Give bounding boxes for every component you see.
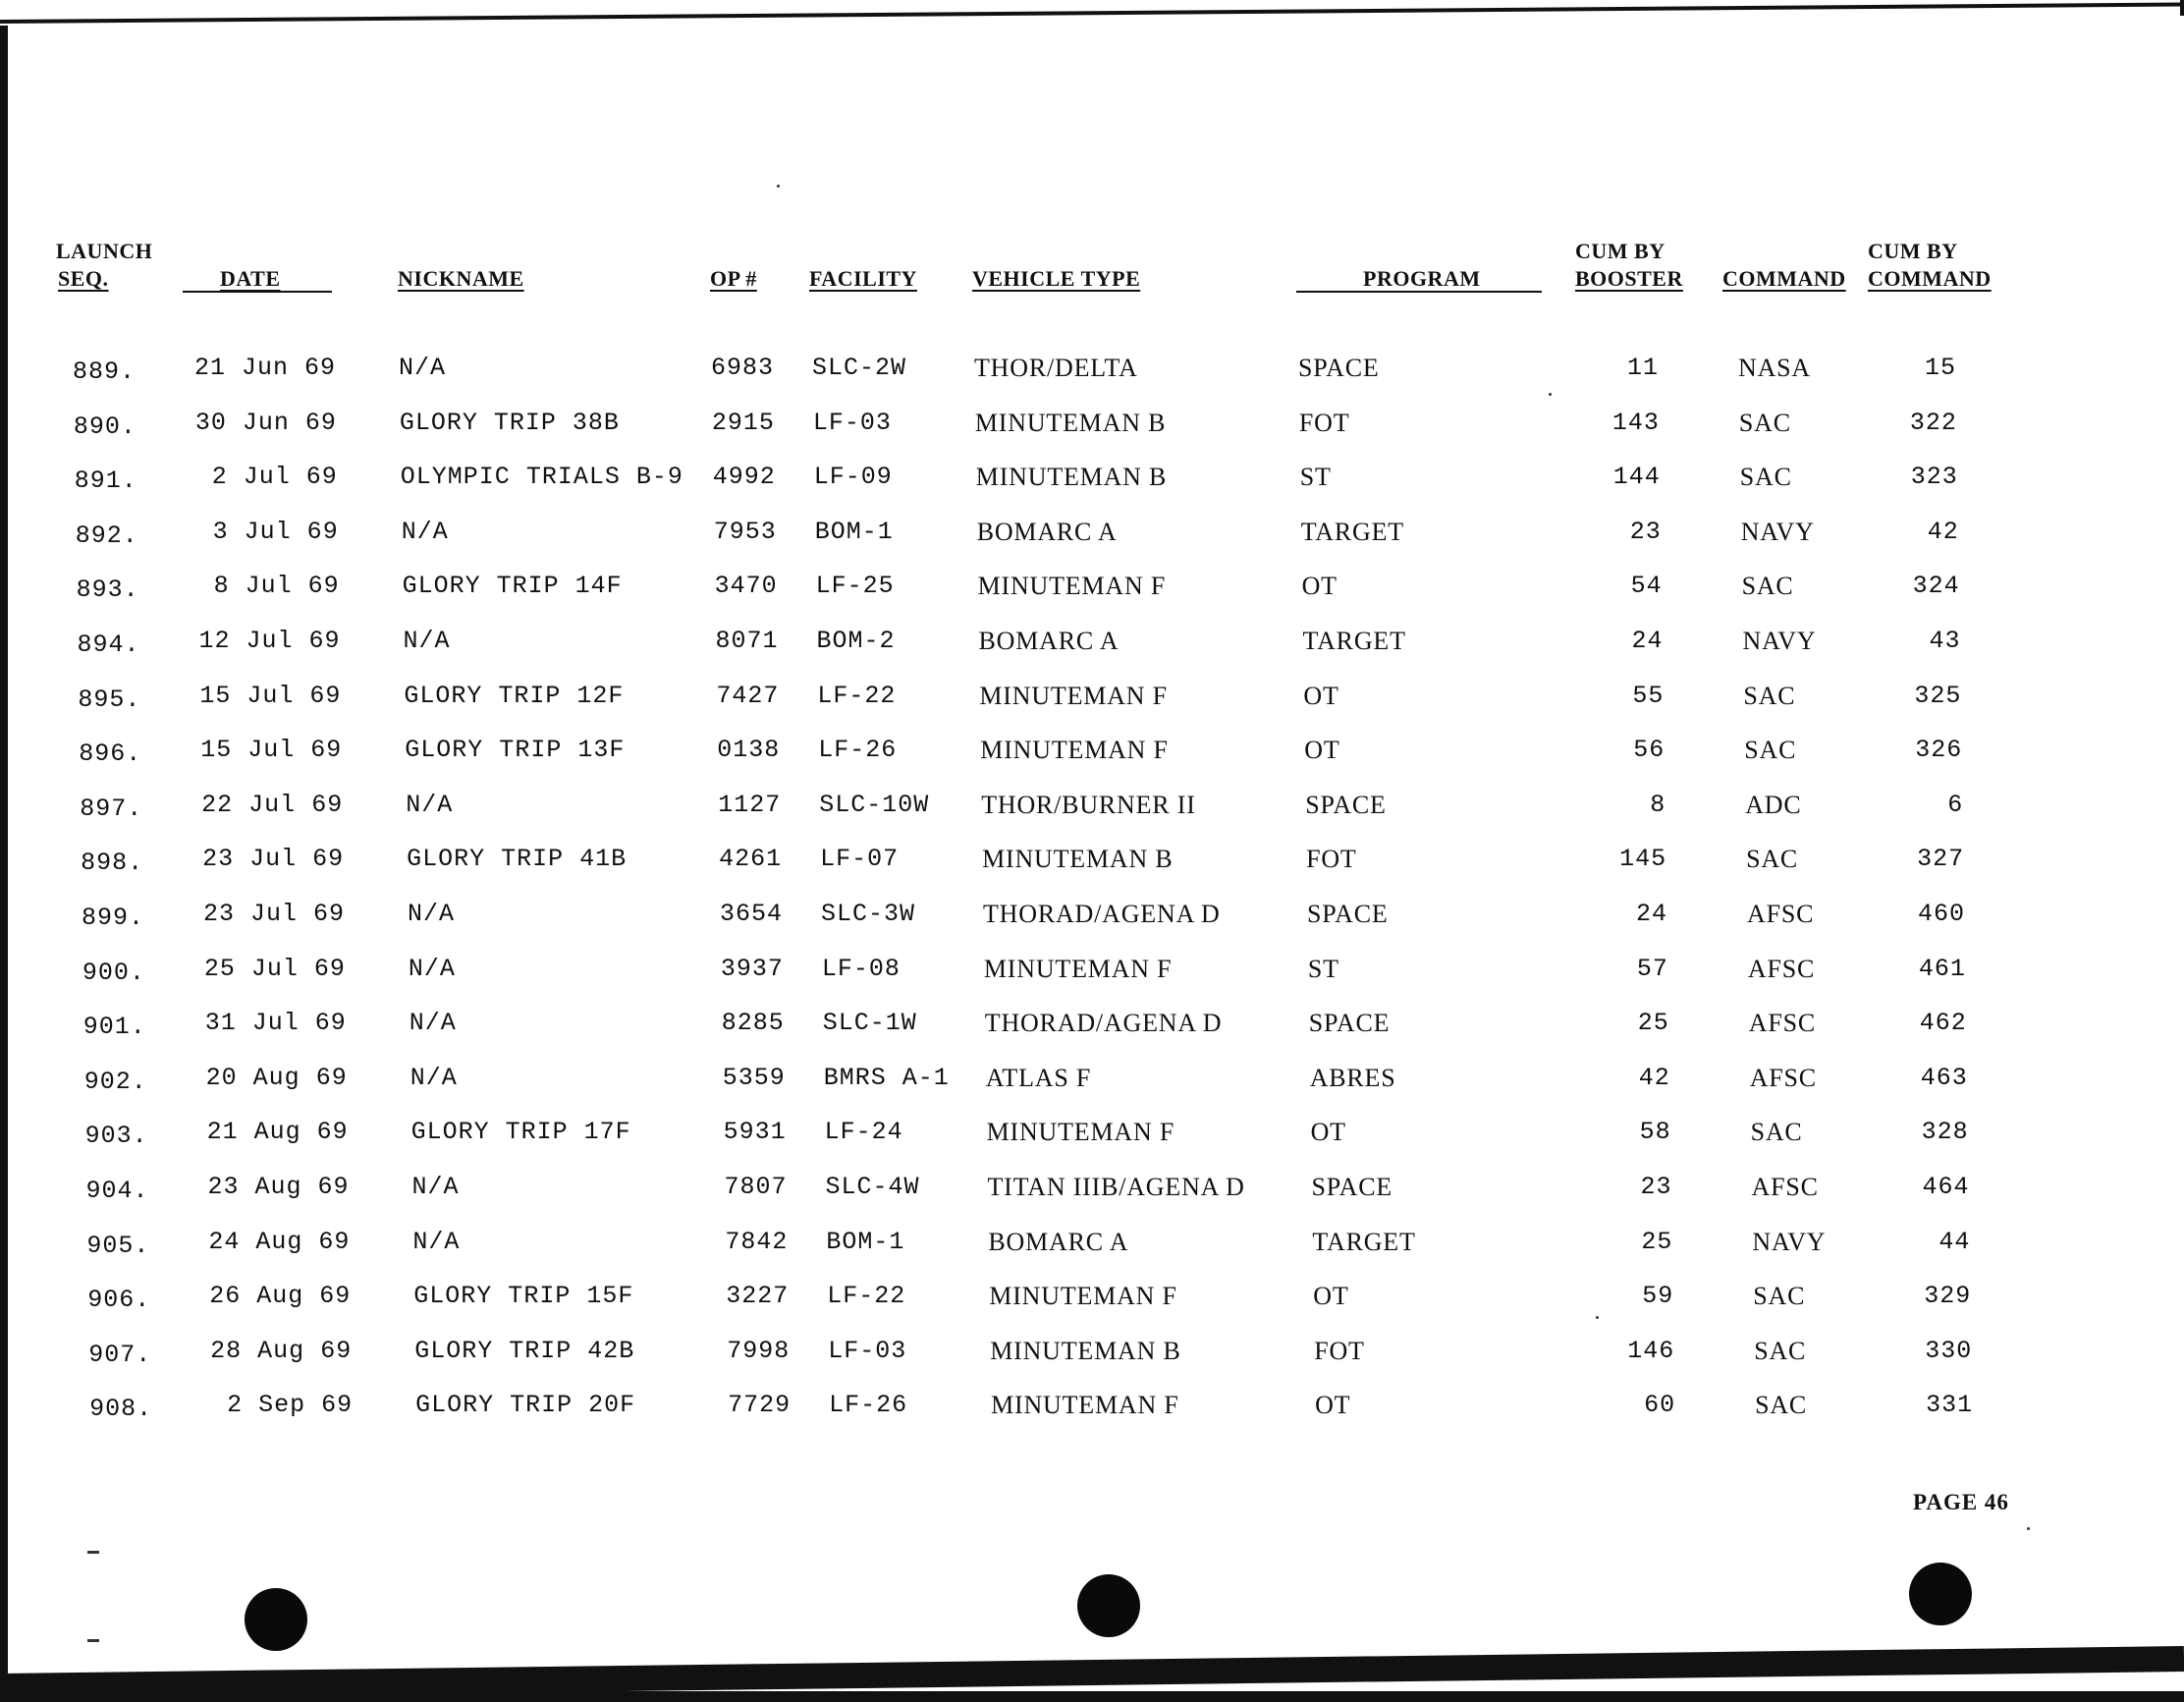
cell-cum-command: 42 — [1927, 517, 1959, 546]
header-program: PROGRAM — [1363, 266, 1481, 291]
cell-program: FOT — [1306, 845, 1357, 874]
cell-seq: 892. — [75, 521, 138, 550]
cell-cum-booster: 8 — [1650, 790, 1666, 819]
cell-date: 22 Jul 69 — [201, 790, 344, 819]
cell-date: 31 Jul 69 — [204, 1009, 347, 1038]
cell-command: NAVY — [1752, 1227, 1827, 1256]
header-cum-command-line2: COMMAND — [1868, 266, 1992, 291]
header-command: COMMAND — [1722, 266, 1846, 291]
cell-op: 1127 — [718, 790, 782, 819]
cell-vehicle-type: MINUTEMAN F — [991, 1391, 1179, 1420]
cell-command: SAC — [1741, 572, 1794, 601]
cell-program: SPACE — [1311, 1173, 1393, 1201]
cell-vehicle-type: MINUTEMAN F — [989, 1282, 1177, 1311]
cell-facility: SLC-4W — [825, 1173, 920, 1201]
cell-cum-booster: 25 — [1637, 1009, 1669, 1038]
cell-program: TARGET — [1300, 517, 1404, 546]
cell-op: 3470 — [714, 572, 778, 601]
cell-program: OT — [1315, 1391, 1351, 1420]
cell-cum-booster: 25 — [1641, 1227, 1673, 1256]
cell-cum-command: 327 — [1917, 845, 1965, 874]
cell-seq: 889. — [73, 357, 136, 386]
cell-nickname: N/A — [408, 900, 456, 928]
cell-command: SAC — [1746, 845, 1799, 874]
cell-command: SAC — [1738, 408, 1791, 437]
cell-vehicle-type: BOMARC A — [988, 1227, 1129, 1256]
cell-vehicle-type: MINUTEMAN B — [982, 845, 1174, 874]
cell-seq: 904. — [85, 1177, 149, 1205]
header-vehicle-type: VEHICLE TYPE — [972, 266, 1141, 291]
cell-command: ADC — [1745, 790, 1802, 819]
cell-seq: 905. — [86, 1231, 150, 1260]
cell-op: 7807 — [724, 1173, 788, 1201]
cell-command: SAC — [1744, 736, 1797, 765]
cell-date: 15 Jul 69 — [200, 736, 343, 765]
cell-facility: LF-25 — [815, 572, 895, 601]
cell-vehicle-type: MINUTEMAN F — [983, 954, 1173, 983]
cell-op: 7953 — [713, 517, 777, 546]
page-bottom-fill — [0, 1691, 2184, 1702]
cell-cum-booster: 23 — [1640, 1173, 1672, 1201]
cell-op: 7427 — [716, 681, 780, 710]
header-date-rule — [183, 291, 332, 293]
cell-command: NASA — [1738, 354, 1811, 382]
cell-op: 2915 — [711, 408, 775, 437]
page-left-edge — [0, 26, 8, 1702]
cell-cum-command: 330 — [1925, 1336, 1973, 1365]
cell-cum-booster: 145 — [1619, 845, 1667, 874]
cell-cum-command: 15 — [1924, 354, 1956, 382]
cell-command: SAC — [1755, 1391, 1808, 1420]
cell-date: 28 Aug 69 — [210, 1336, 353, 1365]
cell-cum-command: 324 — [1912, 572, 1960, 601]
cell-command: AFSC — [1747, 900, 1815, 928]
cell-nickname: N/A — [401, 517, 449, 546]
cell-date: 20 Aug 69 — [205, 1063, 348, 1092]
scan-speck — [1596, 1316, 1599, 1319]
cell-facility: BMRS A-1 — [823, 1063, 950, 1092]
cell-program: OT — [1313, 1282, 1349, 1311]
cell-date: 3 Jul 69 — [212, 517, 339, 546]
cell-cum-command: 325 — [1914, 681, 1962, 710]
cell-nickname: N/A — [412, 1227, 461, 1256]
cell-facility: SLC-3W — [821, 900, 916, 928]
cell-vehicle-type: THOR/DELTA — [974, 354, 1138, 382]
cell-op: 8285 — [721, 1009, 785, 1038]
cell-facility: LF-22 — [827, 1282, 906, 1311]
cell-op: 4261 — [719, 845, 783, 874]
cell-command: AFSC — [1751, 1173, 1819, 1201]
cell-facility: BOM-1 — [826, 1227, 905, 1256]
binder-hole-center — [1077, 1574, 1140, 1637]
cell-op: 0138 — [717, 736, 781, 765]
cell-op: 3937 — [720, 954, 784, 983]
cell-nickname: N/A — [399, 354, 447, 382]
cell-date: 12 Jul 69 — [198, 627, 341, 655]
cell-vehicle-type: THOR/BURNER II — [981, 790, 1196, 819]
cell-cum-command: 460 — [1917, 900, 1965, 928]
cell-program: FOT — [1314, 1336, 1365, 1365]
cell-facility: LF-09 — [813, 463, 893, 492]
cell-nickname: GLORY TRIP 42B — [414, 1336, 635, 1365]
binder-hole-right — [1909, 1563, 1972, 1625]
cell-program: TARGET — [1312, 1227, 1416, 1256]
cell-seq: 900. — [82, 958, 145, 987]
cell-cum-command: 43 — [1929, 627, 1961, 655]
cell-command: NAVY — [1740, 517, 1815, 546]
cell-facility: BOM-2 — [816, 627, 896, 655]
cell-vehicle-type: MINUTEMAN B — [974, 408, 1167, 437]
cell-facility: LF-03 — [828, 1336, 907, 1365]
cell-program: FOT — [1298, 408, 1350, 437]
cell-cum-command: 328 — [1921, 1118, 1969, 1147]
cell-program: OT — [1310, 1118, 1346, 1147]
cell-vehicle-type: MINUTEMAN B — [975, 463, 1168, 492]
cell-cum-command: 322 — [1909, 408, 1957, 437]
cell-nickname: GLORY TRIP 17F — [410, 1118, 631, 1147]
cell-program: OT — [1301, 572, 1338, 601]
cell-program: SPACE — [1307, 900, 1389, 928]
cell-program: ABRES — [1309, 1063, 1396, 1092]
cell-command: SAC — [1753, 1282, 1806, 1311]
cell-cum-booster: 23 — [1629, 517, 1662, 546]
cell-seq: 890. — [73, 412, 136, 441]
cell-program: OT — [1303, 681, 1339, 710]
cell-facility: SLC-1W — [822, 1009, 917, 1038]
cell-vehicle-type: ATLAS F — [985, 1063, 1092, 1092]
cell-facility: LF-26 — [829, 1391, 908, 1420]
cell-command: SAC — [1750, 1118, 1803, 1147]
cell-nickname: N/A — [409, 1009, 457, 1038]
cell-seq: 896. — [79, 740, 142, 769]
cell-nickname: GLORY TRIP 41B — [407, 845, 628, 874]
cell-facility: LF-03 — [812, 408, 892, 437]
cell-cum-booster: 56 — [1633, 736, 1665, 765]
cell-cum-booster: 146 — [1627, 1336, 1675, 1365]
cell-nickname: N/A — [406, 790, 454, 819]
cell-command: SAC — [1754, 1336, 1807, 1365]
cell-cum-booster: 144 — [1612, 463, 1661, 492]
cell-date: 24 Aug 69 — [208, 1227, 351, 1256]
cell-date: 15 Jul 69 — [199, 681, 342, 710]
cell-program: OT — [1304, 736, 1340, 765]
cell-seq: 902. — [83, 1067, 147, 1096]
cell-seq: 898. — [81, 849, 144, 878]
cell-op: 5359 — [722, 1063, 786, 1092]
cell-seq: 894. — [77, 631, 140, 659]
cell-date: 30 Jun 69 — [194, 408, 337, 437]
cell-seq: 899. — [82, 904, 145, 932]
cell-command: SAC — [1739, 463, 1792, 492]
cell-op: 7998 — [727, 1336, 791, 1365]
cell-facility: LF-07 — [820, 845, 900, 874]
cell-cum-command: 463 — [1920, 1063, 1968, 1092]
header-launch: LAUNCH — [56, 239, 153, 263]
cell-seq: 901. — [82, 1013, 146, 1042]
cell-nickname: GLORY TRIP 12F — [404, 681, 625, 710]
cell-vehicle-type: MINUTEMAN F — [986, 1118, 1175, 1147]
cell-op: 7729 — [728, 1391, 792, 1420]
cell-facility: BOM-1 — [814, 517, 894, 546]
cell-nickname: GLORY TRIP 15F — [413, 1282, 634, 1311]
cell-seq: 906. — [87, 1286, 151, 1315]
cell-date: 23 Jul 69 — [202, 845, 345, 874]
cell-seq: 891. — [74, 467, 137, 496]
cell-facility: LF-22 — [817, 681, 897, 710]
cell-cum-booster: 143 — [1611, 408, 1660, 437]
cell-facility: LF-24 — [824, 1118, 903, 1147]
cell-op: 8071 — [715, 627, 779, 655]
binder-hole-left — [245, 1588, 307, 1651]
cell-cum-booster: 54 — [1630, 572, 1663, 601]
cell-vehicle-type: THORAD/AGENA D — [983, 900, 1221, 928]
cell-program: ST — [1307, 954, 1339, 983]
cell-op: 6983 — [711, 354, 775, 382]
cell-vehicle-type: BOMARC A — [978, 627, 1119, 655]
header-cum-booster-line2: BOOSTER — [1575, 266, 1683, 291]
cell-nickname: N/A — [403, 627, 451, 655]
cell-nickname: N/A — [410, 1063, 458, 1092]
cell-cum-command: 329 — [1924, 1282, 1972, 1311]
cell-seq: 895. — [78, 685, 141, 714]
scan-speck — [2027, 1527, 2030, 1530]
cell-op: 5931 — [723, 1118, 787, 1147]
cell-facility: SLC-10W — [819, 790, 930, 819]
cell-date: 23 Jul 69 — [202, 900, 345, 928]
cell-nickname: GLORY TRIP 14F — [402, 572, 623, 601]
cell-vehicle-type: BOMARC A — [976, 517, 1118, 546]
cell-vehicle-type: THORAD/AGENA D — [984, 1009, 1223, 1038]
cell-seq: 908. — [89, 1395, 153, 1424]
cell-nickname: OLYMPIC TRIALS B-9 — [400, 463, 683, 492]
cell-facility: LF-08 — [821, 954, 901, 983]
cell-cum-command: 464 — [1922, 1173, 1970, 1201]
cell-nickname: GLORY TRIP 38B — [399, 408, 620, 437]
cell-nickname: GLORY TRIP 20F — [415, 1391, 636, 1420]
cell-command: NAVY — [1742, 627, 1817, 655]
cell-cum-booster: 60 — [1644, 1391, 1676, 1420]
cell-date: 25 Jul 69 — [203, 954, 346, 983]
cell-program: SPACE — [1305, 790, 1387, 819]
cell-date: 2 Jul 69 — [211, 463, 338, 492]
cell-vehicle-type: MINUTEMAN F — [979, 681, 1168, 710]
scan-speck — [777, 185, 780, 188]
cell-cum-booster: 58 — [1639, 1118, 1671, 1147]
cell-vehicle-type: TITAN IIIB/AGENA D — [987, 1173, 1245, 1201]
cell-cum-booster: 59 — [1642, 1282, 1674, 1311]
cell-command: SAC — [1743, 681, 1796, 710]
header-cum-booster-line1: CUM BY — [1575, 239, 1665, 263]
header-nickname: NICKNAME — [398, 266, 524, 291]
cell-vehicle-type: MINUTEMAN B — [990, 1336, 1181, 1365]
cell-seq: 893. — [76, 576, 139, 605]
page-number: PAGE 46 — [1913, 1490, 2009, 1514]
cell-date: 21 Aug 69 — [206, 1118, 349, 1147]
cell-date: 2 Sep 69 — [227, 1391, 354, 1420]
cell-op: 3227 — [726, 1282, 790, 1311]
page-top-edge — [0, 3, 2184, 24]
page-top-right-edge — [2180, 0, 2184, 16]
cell-date: 21 Jun 69 — [193, 354, 336, 382]
cell-date: 26 Aug 69 — [209, 1282, 352, 1311]
cell-cum-command: 331 — [1926, 1391, 1974, 1420]
cell-cum-booster: 24 — [1635, 900, 1667, 928]
cell-seq: 897. — [80, 794, 143, 823]
cell-nickname: N/A — [408, 954, 456, 983]
cell-cum-booster: 24 — [1631, 627, 1664, 655]
cell-facility: LF-26 — [818, 736, 898, 765]
cell-program: TARGET — [1302, 627, 1406, 655]
cell-cum-command: 326 — [1915, 736, 1963, 765]
cell-cum-booster: 57 — [1636, 954, 1668, 983]
scan-mark — [87, 1639, 99, 1642]
scan-mark — [87, 1551, 99, 1554]
cell-date: 8 Jul 69 — [213, 572, 340, 601]
cell-program: SPACE — [1298, 354, 1380, 382]
header-seq: SEQ. — [58, 266, 109, 291]
cell-op: 3654 — [720, 900, 784, 928]
cell-vehicle-type: MINUTEMAN F — [977, 572, 1167, 601]
scan-speck — [1549, 393, 1552, 396]
cell-cum-command: 461 — [1918, 954, 1966, 983]
cell-nickname: N/A — [411, 1173, 460, 1201]
cell-command: AFSC — [1747, 954, 1816, 983]
cell-program: SPACE — [1308, 1009, 1391, 1038]
cell-cum-booster: 11 — [1626, 354, 1659, 382]
cell-command: AFSC — [1749, 1063, 1817, 1092]
cell-op: 7842 — [725, 1227, 789, 1256]
cell-command: AFSC — [1748, 1009, 1817, 1038]
cell-cum-booster: 42 — [1638, 1063, 1670, 1092]
cell-op: 4992 — [712, 463, 776, 492]
header-cum-command-line1: CUM BY — [1868, 239, 1958, 263]
cell-vehicle-type: MINUTEMAN F — [980, 736, 1169, 765]
cell-cum-command: 323 — [1910, 463, 1958, 492]
cell-date: 23 Aug 69 — [207, 1173, 350, 1201]
cell-program: ST — [1299, 463, 1332, 492]
cell-cum-booster: 55 — [1632, 681, 1665, 710]
cell-cum-command: 44 — [1938, 1227, 1971, 1256]
header-facility: FACILITY — [809, 266, 917, 291]
cell-seq: 903. — [84, 1122, 148, 1151]
header-date: DATE — [220, 266, 281, 291]
cell-seq: 907. — [88, 1340, 152, 1369]
cell-cum-command: 462 — [1919, 1009, 1967, 1038]
cell-cum-command: 6 — [1947, 790, 1964, 819]
header-op: OP # — [710, 266, 757, 291]
cell-nickname: GLORY TRIP 13F — [405, 736, 626, 765]
cell-facility: SLC-2W — [812, 354, 907, 382]
